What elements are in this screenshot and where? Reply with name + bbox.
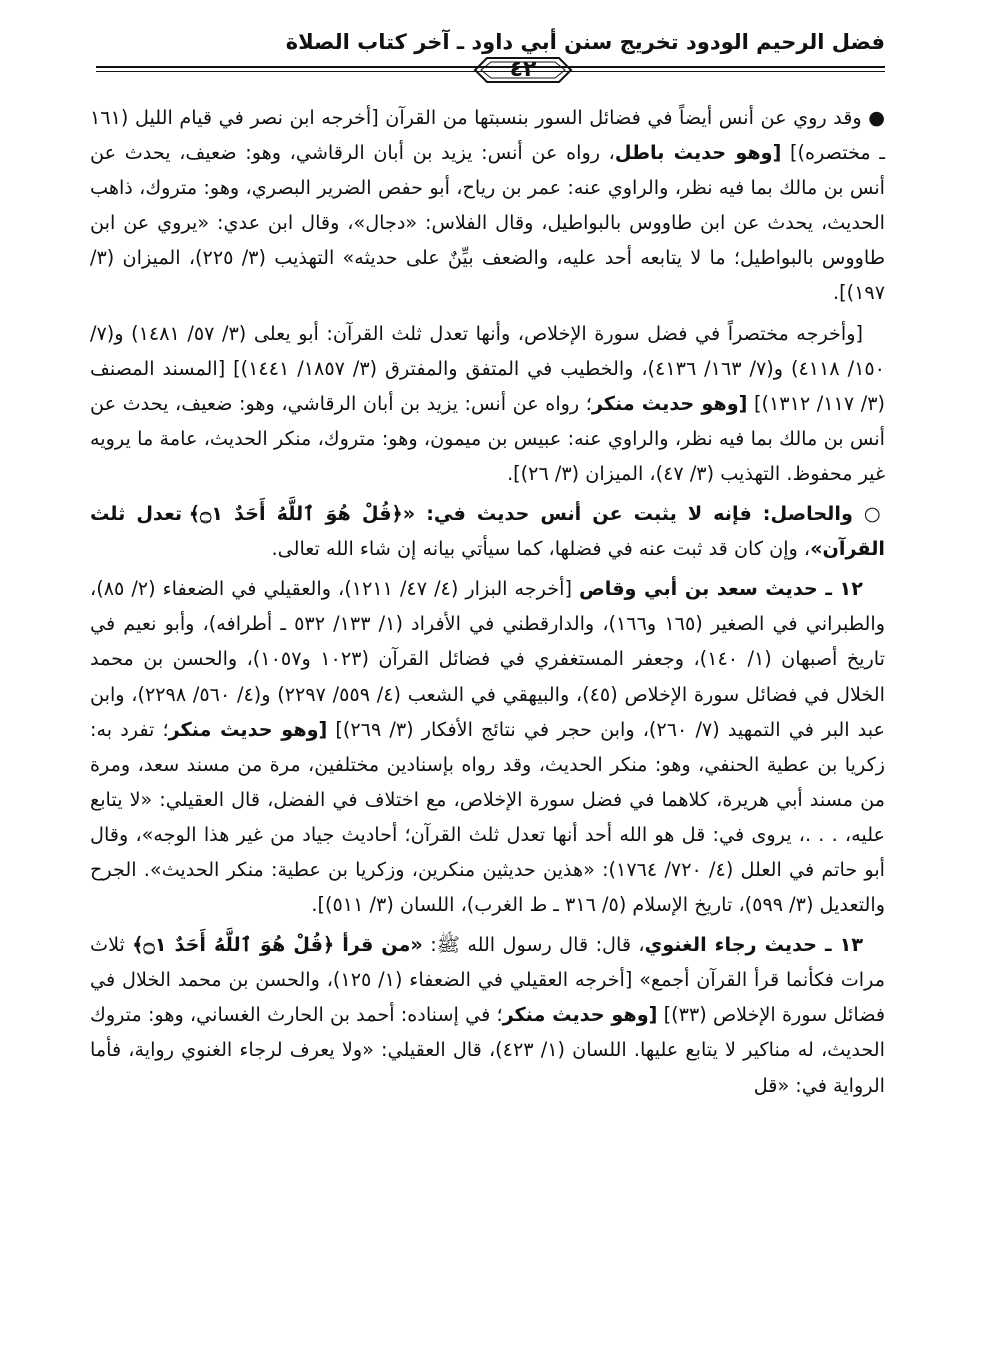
book-title: فضل الرحيم الودود تخريج سنن أبي داود ـ آخر كتاب الصلاة	[285, 30, 885, 54]
running-header	[96, 12, 885, 96]
text-run: [أخرجه البزار (٤/ ٤٧/ ١٢١١)، والعقيلي في الضعفاء (٢/ ٨٥)، والطبراني في الصغير (١٦٥ و١٦٦)، والدارقطني في الأفراد (١/ ١٣٣/ ٥٣٢ ـ أطرافه)، وأبو نعيم في تاريخ أصبهان (١/ ١٤٠)، وجعفر المستغفري في فضائل القرآن (١٠٢٣ و١٠٥٧)، والحسن بن محمد الخلال في فضائل سورة الإخلاص (٤٥)، والبيهقي في الشعب (٤/ ٥٥٩/ ٢٢٩٧) و(٤/ ٥٦٠/ ٢٢٩٨)، وابن عبد البر في التمهيد (٧/ ٢٦٠)، وابن حجر في نتائج الأفكار (٣/ ٢٦٩)]	[90, 577, 885, 741]
ruling-text: [وهو حديث منكر	[591, 391, 748, 415]
page-number: ٤٢	[509, 57, 537, 82]
ruling-text: [وهو حديث منكر	[168, 717, 328, 741]
ruling-text: [وهو حديث باطل	[614, 141, 782, 165]
text-run: ● وقد روي عن أنس أيضاً في فضائل السور بنسبتها من القرآن [أخرجه ابن نصر في قيام الليل (١٦١ ـ مختصره)]	[90, 106, 885, 165]
conclusion-heading: ○ والحاصل: فإنه لا يثبت عن أنس حديث في: «﴿قُلْ هُوَ ٱللَّهُ أَحَدٌ ۝١﴾ تعدل ثلث القرآن»	[90, 502, 885, 561]
text-run: ثلاث مرات فكأنما قرأ القرآن أجمع» [أخرجه العقيلي في الضعفاء (١/ ١٢٥)، والحسن بن محمد الخلال في فضائل سورة الإخلاص (٣٣)]	[90, 933, 886, 1027]
header-rule-left-thin	[96, 71, 706, 72]
paragraph-hadith-12	[90, 571, 885, 922]
text-run: [وأخرجه مختصراً في فضل سورة الإخلاص، وأنها تعدل ثلث القرآن: أبو يعلى (٣/ ٥٧/ ١٤٨١) و(٧/ ١٥٠/ ٤١١٨) و(٧/ ١٦٣/ ٤١٣٦)، والخطيب في المتفق والمفترق (٣/ ١٨٥٧/ ١٤٤١)] [المسند المصنف (٣/ ١١٧/ ١٣١٢)]	[90, 321, 885, 415]
paragraph-anas-surah-virtues	[90, 100, 885, 311]
page-body	[90, 100, 885, 1108]
text-run: ؛ رواه عن أنس: يزيد بن أبان الرقاشي، وهو: ضعيف، يحدث عن أنس بن مالك بما فيه نظر، والراوي عنه: عبيس بن ميمون، وهو: متروك، منكر الحديث، عامة ما يرويه غير محفوظ. التهذيب (٣/ ٤٧)، الميزان (٣/ ٢٦)].	[90, 391, 885, 485]
hadith-heading: ١٢ ـ حديث سعد بن أبي وقاص	[578, 577, 863, 601]
paragraph-conclusion	[90, 496, 885, 566]
text-run: ، قال: قال رسول الله ﷺ:	[422, 933, 645, 957]
text-run: ، رواه عن أنس: يزيد بن أبان الرقاشي، وهو: ضعيف، يحدث عن أنس بن مالك بما فيه نظر، والراوي عنه: عمر بن رياح، أبو حفص الضرير البصري، وهو: متروك، ذاهب الحديث، يحدث عن ابن طاووس بالبواطيل، وقال الفلاس: «دجال»، وقال ابن عدي: «يروي عن ابن طاووس بالبواطيل؛ ما لا يتابعه أحد عليه، والضعف بيِّنٌ على حديثه» التهذيب (٣/ ٢٢٥)، الميزان (٣/ ١٩٧)].	[90, 141, 885, 305]
page-number-badge	[473, 54, 573, 86]
hadith-quote: «من قرأ ﴿قُلْ هُوَ ٱللَّهُ أَحَدٌ ۝١﴾	[132, 933, 423, 957]
hadith-heading: ١٣ ـ حديث رجاء الغنوي	[644, 933, 864, 957]
header-rule-left	[96, 66, 706, 68]
text-run: ؛ في إسناده: أحمد بن الحارث الغساني، وهو: متروك الحديث، له مناكير لا يتابع عليها. اللسان (١/ ٤٢٣)، قال العقيلي: «ولا يعرف لرجاء الغنوي رواية، فأما الرواية في: «قل	[90, 1003, 885, 1097]
paragraph-hadith-13	[90, 927, 885, 1102]
paragraph-ikhlas-abridged	[90, 316, 885, 491]
text-run: ؛ تفرد به: زكريا بن عطية الحنفي، وهو: منكر الحديث، وقد رواه بإسنادين مختلفين، مرة من مسند سعد، ومرة من مسند أبي هريرة، كلاهما في فضل سورة الإخلاص، مع اختلاف في الفضل، قال العقيلي: «لا يتابع عليه، . . .، يروى في: قل هو الله أحد أنها تعدل ثلث القرآن؛ أحاديث جياد من غير هذا الوجه»، وقال أبو حاتم في العلل (٤/ ٧٢٠/ ١٧٦٤): «هذين حديثين منكرين، وزكريا بن عطية: منكر الحديث». الجرح والتعديل (٣/ ٥٩٩)، تاريخ الإسلام (٥/ ٣١٦ ـ ط الغرب)، اللسان (٣/ ٥١١)].	[90, 717, 885, 917]
text-run: ، وإن كان قد ثبت عنه في فضلها، كما سيأتي بيانه إن شاء الله تعالى.	[271, 537, 811, 561]
ruling-text: [وهو حديث منكر	[502, 1003, 658, 1027]
